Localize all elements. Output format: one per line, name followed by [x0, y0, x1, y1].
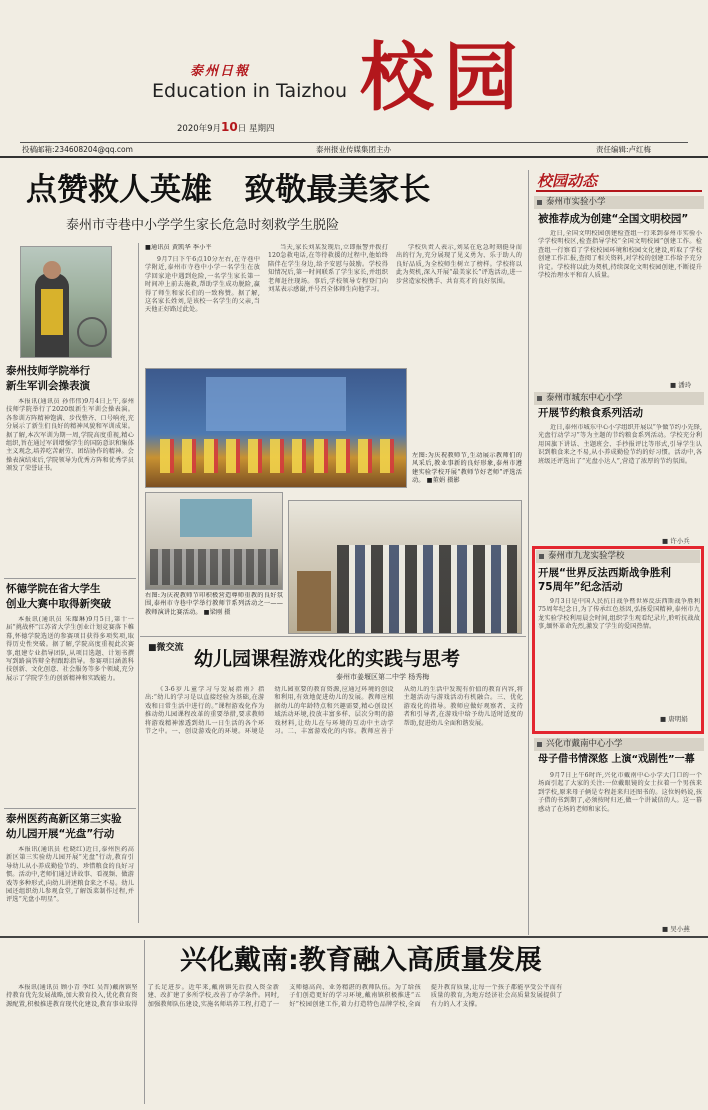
stage-screen	[206, 377, 346, 431]
sidebar-item-body: 近日,泰州市城东中心小学组织开展以“争做节约小先锋,光盘行动学习”等为主题的节约粮食系列活动。学校充分利用国旗下讲话、主题班会、手抄报评比等形式,引导学生认识到粮食来之不易,从小养成勤俭节约的好习惯。活动中,各班级还评选出了“光盘小达人”,营造了浓厚的节约氛围。	[538, 424, 702, 465]
sidebar-title-rule	[536, 190, 702, 192]
story-body: 本报讯(通讯员 孙伟伟)9月4日上午,泰州技师学院举行了2020级新生军训会操表演。各参训方阵精神饱满、步伐整齐、口号响亮,充分展示了新生们良好的精神风貌和军训成果。据了解,本次军训为期一周,学院高度重视,精心组织,旨在通过军训增强学生的国防意识和集体主义观念,培养吃苦耐劳、团结协作的精神。会操表演结束后,学院领导为优秀方阵和优秀学员颁发了荣誉证书。	[6, 398, 134, 473]
photo-caption-left: 右图:为庆祝教师节印积极营造尊师重教的良好氛围,泰州市寺巷中学举行教师节系列活动之一——教师演讲比赛活动。 ■梁刚 摄	[145, 592, 283, 616]
hotline: 投稿邮箱:234608204@qq.com	[22, 145, 133, 154]
date-suffix: 日 星期四	[237, 124, 275, 134]
lead-body: 9月7日下午6点10分左右,在寺巷中学附近,泰州市寺巷中小学一名学生在放学回家途中遇到危险,一名学生家长第一时间冲上前去施救,帮助学生成功脱险,赢得了师生和家长们的一致称赞。据了解,这名家长姓刘,是该校一名学生的父亲,当天他正好路过此处。	[145, 256, 260, 314]
podium	[297, 571, 331, 631]
sidebar-item-credit: ■ 潘玲	[670, 381, 692, 389]
feature-byline: 泰州市姜堰区第二中学 杨秀梅	[336, 673, 430, 681]
section-title-en: Education in Taizhou	[152, 80, 348, 102]
sidebar-item-title: 开展节约粮食系列活动	[538, 407, 643, 419]
rescuer-photo	[20, 246, 112, 358]
story-body: 本报讯(通讯员 朱耀琳)9月5日,第十一届“挑战杯”江苏省大学生创业计划竞赛落下帷幕,怀德学院选送的参赛项目获得多项奖项,取得历史性突破。据了解,学院高度重视此次赛事,组建专业指导团队,从项目选题、计划书撰写到路演答辩全程跟踪指导。参赛项目涵盖科技创新、文化创意、社会服务等多个领域,充分展示了学院学生的创新精神和实践能力。	[6, 616, 134, 682]
masthead	[0, 0, 708, 152]
newspaper-logo: 泰州日報	[190, 64, 251, 79]
story-body: 本报讯(通讯员 杜晓红)近日,泰州医药高新区第三实验幼儿园开展“光盘”行动,教育引导幼儿从小养成勤俭节约、珍惜粮食的良好习惯。活动中,老师们通过讲故事、看视频、做游戏等多种形式,向幼儿讲述粮食来之不易。幼儿园还组织幼儿参观食堂,了解饭菜制作过程,并评选“光盘小明星”。	[6, 846, 134, 904]
sidebar-school-label: 泰州市城东中心小学	[534, 392, 704, 405]
sidebar-school-label: 兴化市戴南中心小学	[534, 738, 704, 751]
sidebar-school-label: 泰州市九龙实验学校	[536, 550, 700, 563]
sidebar-item-body: 9月3日是中国人民抗日战争暨世界反法西斯战争胜利75周年纪念日,为了传承红色基因,弘扬爱国精神,泰州市九龙实验学校利用晨会时间,组织学生观看纪录片,聆听抗战故事,缅怀革命先烈,激发了学生的爱国热情。	[538, 598, 700, 631]
column-rule	[138, 578, 139, 923]
column-rule	[144, 940, 145, 1104]
sidebar-item-body: 9月7日上午6时许,兴化市戴南中心小学大门口的一个场面引起了大家的关注:一位戴眼镜的女士拉着一个男孩来到学校,原来母子俩是专程赶来归还图书的。这位妈妈说,孩子借的书到期了,必须按时归还,做一个讲诚信的人。这一幕感动了在场的老师和家长。	[538, 772, 702, 813]
feature-headline: 幼儿园课程游戏化的实践与思考	[194, 648, 461, 670]
audience	[150, 549, 278, 585]
stage-photo	[145, 368, 407, 488]
story-title: 泰州技师学院举行 新生军训会操表演	[6, 365, 90, 392]
masthead-rule	[20, 142, 688, 143]
teachers-photo	[288, 500, 522, 634]
story-divider	[4, 808, 136, 809]
bottom-headline: 兴化戴南:教育融入高质量发展	[180, 945, 542, 976]
sidebar-school-label: 泰州市实验小学	[534, 196, 704, 209]
performers	[160, 439, 396, 473]
head-figure	[43, 261, 61, 279]
date-day: 10	[221, 120, 238, 134]
column-rule	[528, 170, 529, 935]
editor: 责任编辑:卢红梅	[596, 145, 652, 154]
column-rule	[138, 243, 139, 578]
feature-top-rule	[140, 636, 526, 637]
sidebar-item-title: 开展“世界反法西斯战争胜利 75周年”纪念活动	[538, 567, 671, 593]
sidebar-item-title: 被推荐成为创建“全国文明校园”	[538, 213, 689, 225]
lead-body-3: 学校负责人表示,刘某在危急时刻挺身而出的行为,充分展现了见义勇为、乐于助人的良好品质,为全校师生树立了榜样。学校将以此为契机,深入开展“最美家长”评选活动,进一步营造家校携手、共育英才的良好氛围。	[396, 244, 522, 285]
sidebar-title: 校园动态	[537, 172, 598, 190]
masthead-bottom-rule	[0, 156, 708, 158]
issue-date	[177, 120, 274, 134]
teachers-group	[337, 545, 517, 633]
section-title-cn: 校园	[360, 35, 528, 121]
lead-headline: 点赞救人英雄 致敬最美家长	[26, 172, 431, 208]
vest-figure	[41, 289, 63, 335]
sidebar-item-credit: ■ 唐明娟	[660, 715, 688, 723]
bottom-top-rule	[0, 936, 708, 938]
lead-subheadline: 泰州市寺巷中小学学生家长危急时刻救学生脱险	[66, 218, 340, 233]
story-divider	[4, 578, 136, 579]
bike-figure	[77, 317, 107, 347]
sidebar-item-credit: ■ 吴小燕	[662, 925, 690, 933]
story-title: 泰州医药高新区第三实验 幼儿园开展“光盘”行动	[6, 813, 122, 840]
lead-body-2: 当天,家长刘某发现后,立即报警并拨打120急救电话,在等待救援的过程中,他始终陪伴在学生身边,给予安慰与鼓励。学校得知情况后,第一时间联系了学生家长,并组织老师赶往现场。事后,学校领导专程登门向刘某表示感谢,并号召全体师生向他学习。	[268, 244, 388, 294]
date-prefix: 2020年9月	[177, 124, 222, 134]
publisher: 泰州报业传媒集团主办	[316, 145, 391, 154]
photo-caption-right: 左图:为庆祝教师节,生动展示教师们的风采后,教业事新的良好形象,泰州市遵建实验学校开展“教师节好老师”评选活动。 ■董娟 摄影	[412, 452, 522, 485]
lead-byline: ■通讯员 黄凯华 季小平	[145, 244, 212, 251]
feature-body: 《3-6岁儿童学习与发展指南》指出:“幼儿的学习是以直接经验为基础,在游戏和日常生活中进行的。”课程游戏化作为推动幼儿园课程改革的重要举措,要求教师将游戏精神渗透到幼儿一日生活的各个环节之中。一、创设游戏化的环境。环境是幼儿园重要的教育资源,应通过环境的创设和利用,有效地促进幼儿的发展。教师应根据幼儿的年龄特点和兴趣需要,精心创设区域活动环境,投放丰富多样、层次分明的游戏材料,让幼儿在与环境的互动中主动学习。二、丰富游戏化的内容。教师应善于从幼儿的生活中发现有价值的教育内容,将主题活动与游戏活动有机融合。三、优化游戏化的指导。教师应做好观察者、支持者和引导者,在游戏中给予幼儿适时适度的帮助,促进幼儿全面和谐发展。	[145, 686, 523, 736]
sidebar-item-title: 母子借书情深悠 上演“戏剧性”一幕	[538, 754, 695, 765]
feature-tag: ■微交流	[148, 643, 184, 653]
story-title: 怀德学院在省大学生 创业大赛中取得新突破	[6, 583, 111, 610]
projection-screen	[180, 499, 252, 537]
speech-photo	[145, 492, 283, 590]
sidebar-item-credit: ■ 许小兵	[662, 537, 690, 545]
sidebar-item-body: 近日,全国文明校园创建检查组一行来到泰州市实验小学学校明校区,检查指导学校“全国文明校园”创建工作。检查组一行察看了学校校园环境和校园文化建设,听取了学校创建工作汇报,查阅了相关资料,对学校的创建工作给予充分肯定。学校将以此为契机,持续深化文明校园创建,不断提升学校治理水平和育人质量。	[538, 230, 702, 280]
bottom-body: 本报讯(通讯员 顾小青 李红 吴晋)戴南镇坚持教育优先发展战略,加大教育投入,优化教育资源配置,积极推进教育现代化建设,教育事业取得了长足进步。近年来,戴南镇先后投入资金新建、改扩建了多所学校,改善了办学条件。同时,加强教师队伍建设,实施名师培养工程,打造了一支师德高尚、业务精湛的教师队伍。为了给孩子们创造更好的学习环境,戴南镇积极推进“五好”校园创建工作,着力打造特色品牌学校,全面提升教育质量,让每一个孩子都能享受公平而有质量的教育,为地方经济社会高质量发展提供了有力的人才支撑。	[6, 984, 563, 1008]
